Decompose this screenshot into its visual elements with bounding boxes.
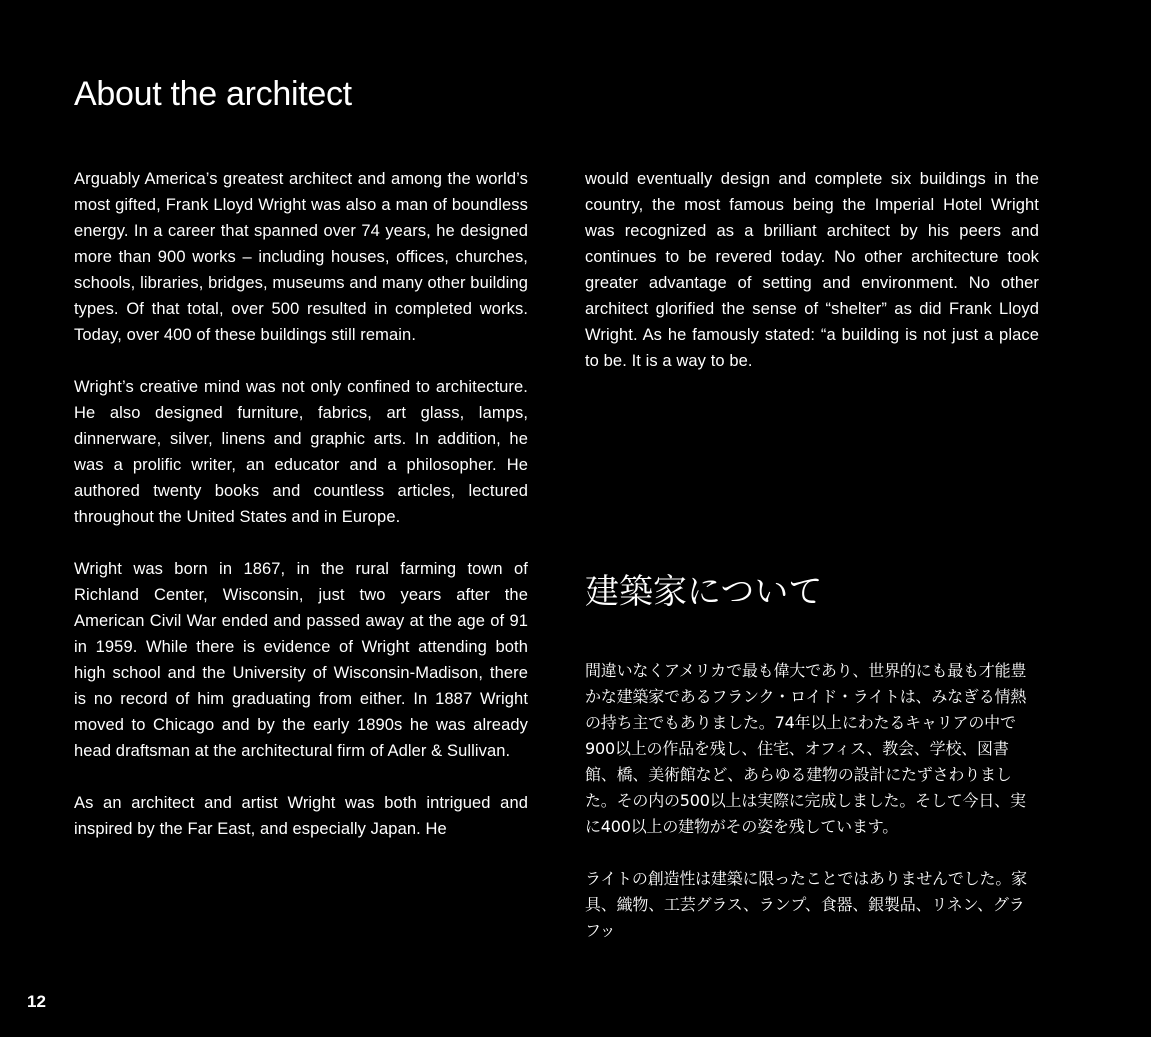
page-title-en: About the architect	[74, 75, 352, 113]
paragraph-jp-intro: 間違いなくアメリカで最も偉大であり、世界的にも最も才能豊かな建築家であるフランク・ロイド・ライトは、みなぎる情熱の持ち主でもありました。74年以上にわたるキャリアの中で900以上の作品を残し、住宅、オフィス、教会、学校、図書館、橋、美術館など、あらゆる建物の設計にたずさわりました。その内の500以上は実際に完成しました。そして今日、実に400以上の建物がその姿を残しています。	[585, 661, 1027, 836]
paragraph-intro: Arguably America’s greatest architect and among the world’s most gifted, Frank Lloyd Wright was also a man of boundless energy. In a career that spanned over 74 years, he designed more than 900 works – including houses, offices, churches, schools, libraries, bridges, museums and many other building types. Of that total, over 500 resulted in completed works. Today, over 400 of these buildings still remain.	[74, 170, 528, 344]
page-title-jp: 建築家について	[585, 572, 823, 612]
paragraph-creative-mind: Wright’s creative mind was not only confined to architecture. He also designed furniture, fabrics, art glass, lamps, dinnerware, silver, linens and graphic arts. In addition, he was a prolific writer, an educator and a philosopher. He authored twenty books and countless articles, lectured throughout the United States and in Europe.	[74, 378, 528, 526]
paragraph-biography: Wright was born in 1867, in the rural farming town of Richland Center, Wisconsin, just two years after the American Civil War ended and passed away at the age of 91 in 1959. While there is evidence of Wright attending both high school and the University of Wisconsin-Madison, there is no record of him graduating from either. In 1887 Wright moved to Chicago and by the early 1890s he was already head draftsman at the architectural firm of Adler & Sullivan.	[74, 560, 528, 760]
paragraph-far-east: As an architect and artist Wright was both intrigued and inspired by the Far East, and especially Japan. He	[74, 794, 528, 838]
body-text-right-column-jp	[585, 658, 1039, 970]
paragraph-jp-creative: ライトの創造性は建築に限ったことではありませんでした。家具、織物、工芸グラス、ランプ、食器、銀製品、リネン、グラフッ	[585, 869, 1027, 940]
page-number: 12	[27, 992, 46, 1011]
paragraph-japan-continuation: would eventually design and complete six buildings in the country, the most famous being the Imperial Hotel Wright was recognized as a brilliant architect by his peers and continues to be revered today. No other architecture took greater advantage of setting and environment. No other architect glorified the sense of “shelter” as did Frank Lloyd Wright. As he famously stated: “a building is not just a place to be. It is a way to be.	[585, 170, 1039, 370]
body-text-left-column	[74, 166, 528, 868]
body-text-right-column-en	[585, 166, 1039, 400]
